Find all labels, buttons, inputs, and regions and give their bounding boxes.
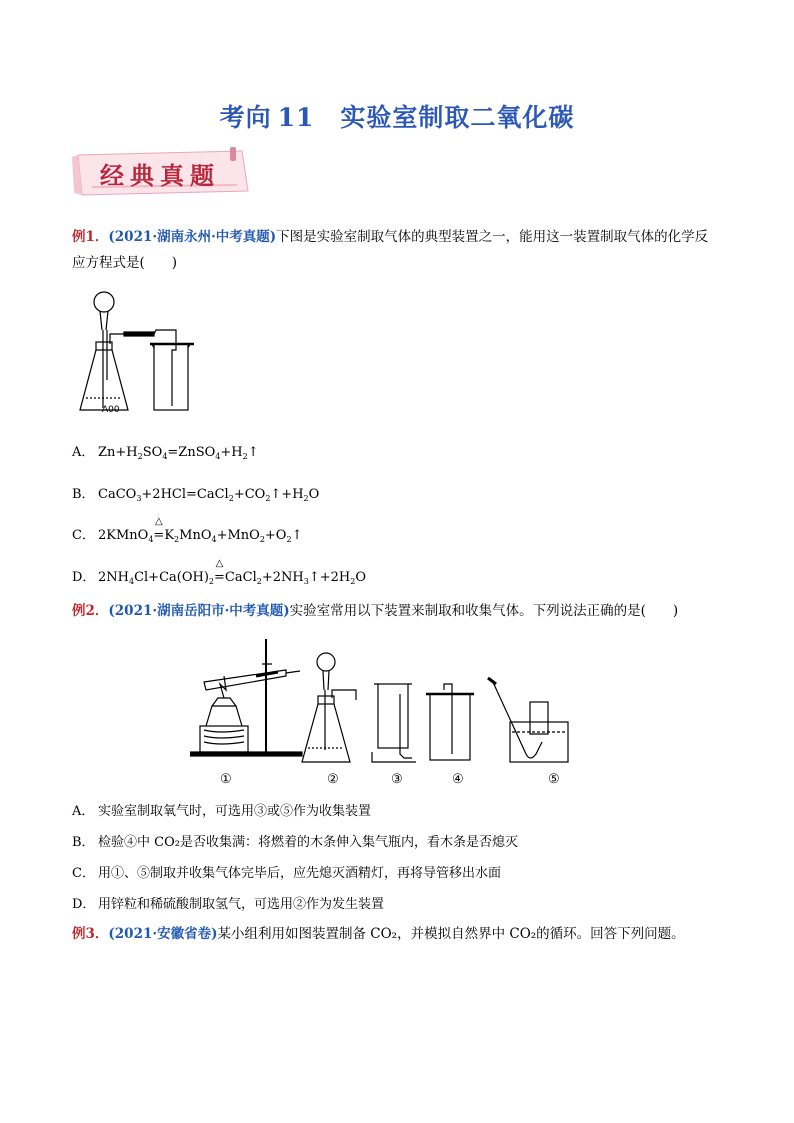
question-number: 例2． [72, 603, 109, 619]
q1-option-a: A． $Zn+H_2SO_4=ZnSO_4+H_2↑$ [72, 445, 259, 461]
figure-label-4: ④ [452, 772, 464, 787]
q1-apparatus-figure [72, 290, 212, 420]
question-stem: 实验室常用以下装置来制取和收集气体。下列说法正确的是( ) [289, 603, 679, 619]
question-number: 例3． [72, 926, 109, 942]
figure-label-5: ⑤ [548, 772, 560, 787]
svg-text:A00: A00 [102, 405, 120, 415]
figure-label-2: ② [327, 772, 339, 787]
q2-option-a: A． 实验室制取氧气时，可选用③或⑤作为收集装置 [72, 804, 372, 819]
question-number: 例1． [72, 229, 109, 245]
question-stem: 某小组利用如图装置制备 CO₂，并模拟自然界中 CO₂的循环。回答下列问题。 [217, 926, 685, 942]
title-text: 实验室制取二氧化碳 [340, 103, 575, 132]
figure-label-1: ① [220, 772, 232, 787]
option-text: $2NH_4Cl+Ca(OH)_2=$ △ $CaCl_2+2NH_3↑+2H_2O$ [98, 558, 366, 586]
option-text: $CaCO_3+2HCl=CaCl_2+CO_2↑+H_2O$ [98, 487, 320, 503]
question-3 [72, 921, 722, 947]
page-title [0, 98, 794, 134]
q1-option-c: C． 2KMnO$_4$= △ $K_2MnO_4+MnO_2+O_2↑$ [72, 516, 303, 544]
q2-option-b: B． 检验④中 CO₂是否收集满：将燃着的木条伸入集气瓶内，看木条是否熄灭 [72, 835, 518, 850]
q2-option-d: D． 用锌粒和稀硫酸制取氢气，可选用②作为发生装置 [72, 897, 385, 912]
question-stem-cont: 应方程式是( ) [72, 255, 178, 271]
q1-option-d: D． $2NH_4Cl+Ca(OH)_2=$ △ $CaCl_2+2NH_3↑+2H_2O$ [72, 558, 366, 586]
title-number: 11 [277, 103, 315, 132]
q2-option-c: C． 用①、⑤制取并收集气体完毕后，应先熄灭酒精灯，再将导管移出水面 [72, 866, 502, 881]
option-text: 2KMnO$_4$= △ $K_2MnO_4+MnO_2+O_2↑$ [98, 516, 303, 544]
question-source: (2021·湖南岳阳市·中考真题) [108, 603, 290, 619]
question-stem: 下图是实验室制取气体的典型装置之一，能用这一装置制取气体的化学反 [276, 229, 709, 245]
question-source: (2021·安徽省卷) [108, 926, 218, 942]
question-2 [72, 598, 722, 624]
q2-apparatus-figure [190, 634, 610, 774]
banner-text: 经典真题 [100, 161, 220, 190]
title-prefix: 考向 [219, 103, 272, 132]
question-source: (2021·湖南永州·中考真题) [108, 229, 277, 245]
q1-option-b: B． $CaCO_3+2HCl=CaCl_2+CO_2↑+H_2O$ [72, 487, 320, 503]
question-1 [72, 224, 722, 276]
option-text: $Zn+H_2SO_4=ZnSO_4+H_2↑$ [98, 445, 259, 461]
figure-label-3: ③ [391, 772, 403, 787]
